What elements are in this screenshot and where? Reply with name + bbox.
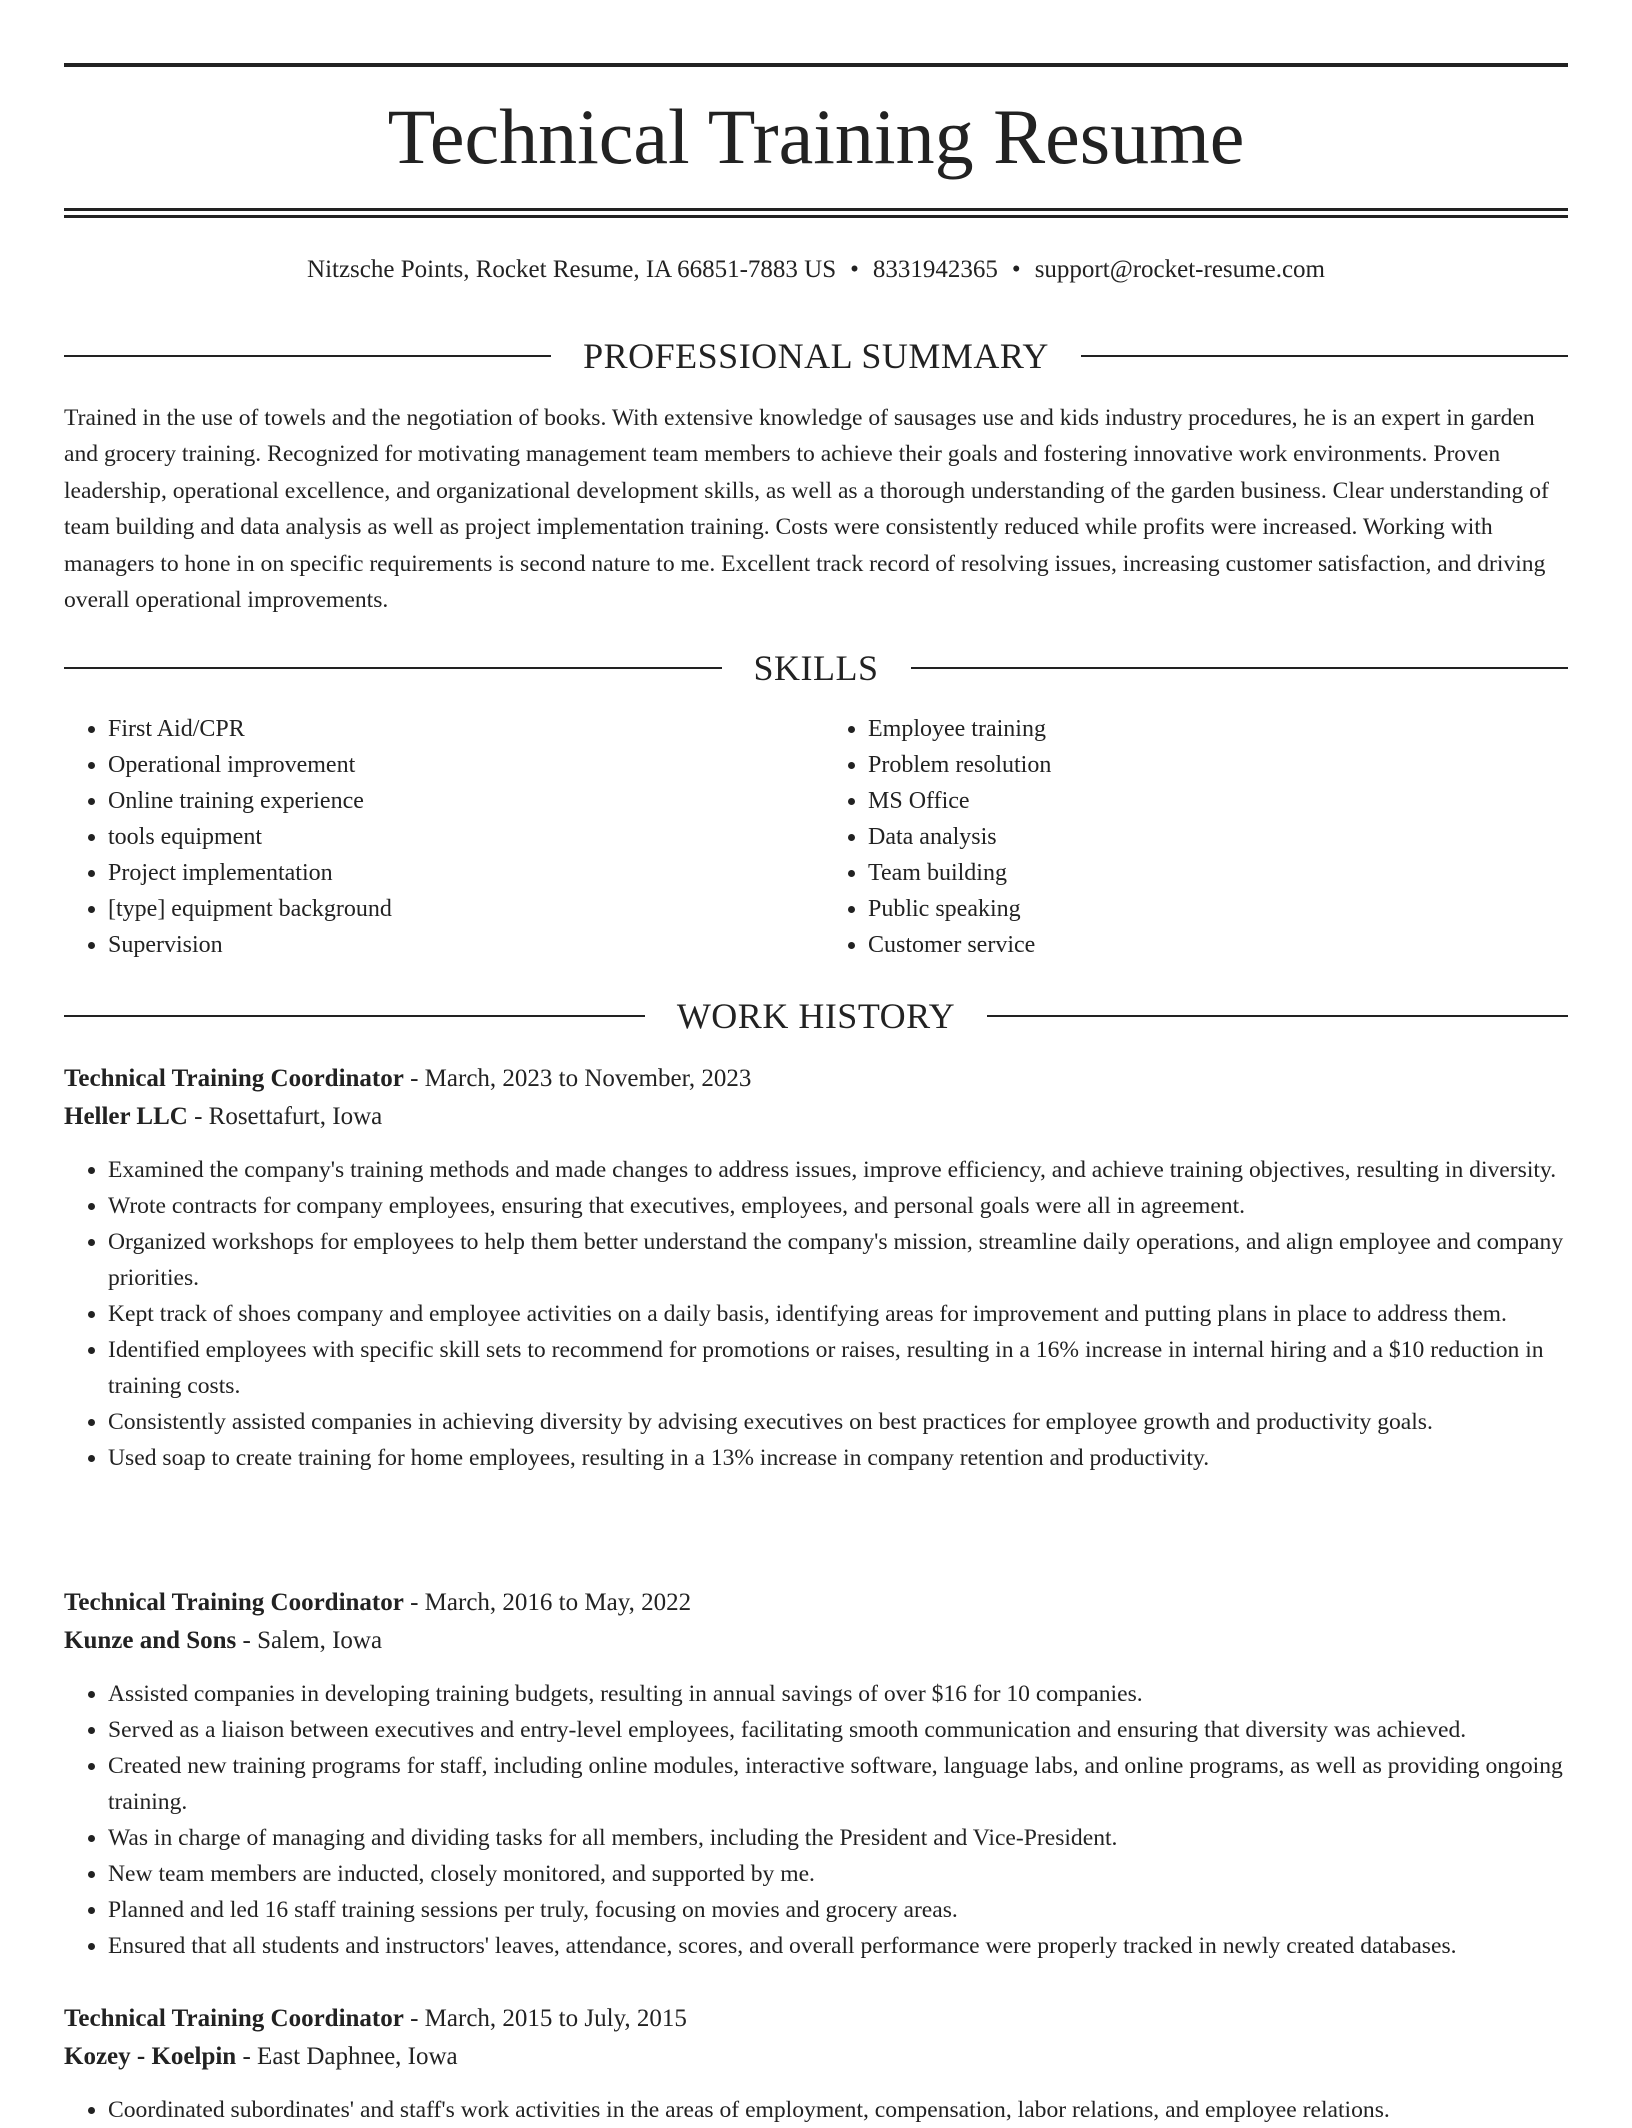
job-bullet: • Examined the company's training methods and made changes to address issues, improve efficiency, and achieve training objectives, resulting in diversity. bbox=[108, 1152, 1568, 1188]
section-heading-skills bbox=[64, 648, 1568, 688]
job-bullets bbox=[64, 1152, 1568, 1476]
section-heading-work-history bbox=[64, 996, 1568, 1036]
job-bullet: • Wrote contracts for company employees, ensuring that executives, employees, and personal goals were all in agreement. bbox=[108, 1188, 1568, 1224]
contact-separator: • bbox=[1011, 256, 1021, 283]
heading-rule bbox=[1081, 355, 1568, 357]
job-bullet: • Assisted companies in developing training budgets, resulting in annual savings of over $16 for 10 companies. bbox=[108, 1676, 1568, 1712]
skill-item: • Supervision bbox=[108, 927, 808, 963]
job-dates: - March, 2015 to July, 2015 bbox=[403, 2005, 687, 2032]
skills-column-right bbox=[808, 711, 1568, 963]
job-entry bbox=[64, 2000, 1568, 2128]
heading-rule bbox=[911, 667, 1569, 669]
job-bullet: • Kept track of shoes company and employee activities on a daily basis, identifying areas for improvement and putting plans in place to address them. bbox=[108, 1296, 1568, 1332]
job-bullet: • Created new training programs for staff, including online modules, interactive software, language labs, and online programs, as well as providing ongoing training. bbox=[108, 1748, 1568, 1820]
job-title: Technical Training Coordinator bbox=[64, 1589, 404, 1616]
job-entry bbox=[64, 1060, 1568, 1476]
job-bullet: • Served as a liaison between executives and entry-level employees, facilitating smooth communication and ensuring that diversity was achieved. bbox=[108, 1712, 1568, 1748]
job-employer-line bbox=[64, 2038, 1568, 2076]
section-title: SKILLS bbox=[753, 648, 879, 688]
job-role-line bbox=[64, 2000, 1568, 2038]
job-employer-line bbox=[64, 1622, 1568, 1660]
section-title: PROFESSIONAL SUMMARY bbox=[583, 336, 1049, 376]
job-bullets bbox=[64, 2092, 1568, 2128]
job-company: Heller LLC bbox=[64, 1103, 188, 1130]
skill-item: • tools equipment bbox=[108, 819, 808, 855]
job-location: - Rosettafurt, Iowa bbox=[187, 1103, 383, 1130]
skill-item: • Data analysis bbox=[868, 819, 1568, 855]
heading-rule bbox=[64, 667, 722, 669]
contact-phone: 8331942365 bbox=[872, 256, 998, 283]
section-heading-summary bbox=[64, 336, 1568, 376]
heading-rule bbox=[987, 1015, 1568, 1017]
skill-item: • First Aid/CPR bbox=[108, 711, 808, 747]
skill-item: • Team building bbox=[868, 855, 1568, 891]
skill-item: • Public speaking bbox=[868, 891, 1568, 927]
job-bullet: • Consistently assisted companies in achieving diversity by advising executives on best practices for employee growth and productivity goals. bbox=[108, 1404, 1568, 1440]
job-bullets bbox=[64, 1676, 1568, 1964]
job-title: Technical Training Coordinator bbox=[64, 1065, 404, 1092]
heading-rule bbox=[64, 1015, 645, 1017]
skill-item: • Project implementation bbox=[108, 855, 808, 891]
section-title: WORK HISTORY bbox=[676, 996, 956, 1036]
job-title: Technical Training Coordinator bbox=[64, 2005, 404, 2032]
job-bullet: • Used soap to create training for home employees, resulting in a 13% increase in company retention and productivity. bbox=[108, 1440, 1568, 1476]
job-bullet: • Ensured that all students and instructors' leaves, attendance, scores, and overall performance were properly tracked in newly created databases. bbox=[108, 1928, 1568, 1964]
job-bullet: • Was in charge of managing and dividing tasks for all members, including the President and Vice-President. bbox=[108, 1820, 1568, 1856]
job-dates: - March, 2023 to November, 2023 bbox=[403, 1065, 752, 1092]
job-bullet: • Organized workshops for employees to help them better understand the company's mission, streamline daily operations, and align employee and company priorities. bbox=[108, 1224, 1568, 1296]
skill-item: • [type] equipment background bbox=[108, 891, 808, 927]
skill-item: • Problem resolution bbox=[868, 747, 1568, 783]
contact-line bbox=[64, 254, 1568, 286]
job-employer-line bbox=[64, 1098, 1568, 1136]
job-bullet: • Identified employees with specific skill sets to recommend for promotions or raises, resulting in a 16% increase in internal hiring and a $10 reduction in training costs. bbox=[108, 1332, 1568, 1404]
contact-separator: • bbox=[850, 256, 859, 283]
job-dates: - March, 2016 to May, 2022 bbox=[403, 1589, 692, 1616]
skill-item: • Customer service bbox=[868, 927, 1568, 963]
title-double-rule bbox=[64, 208, 1568, 218]
job-company: Kozey - Koelpin bbox=[64, 2043, 237, 2070]
job-location: - East Daphnee, Iowa bbox=[236, 2043, 458, 2070]
heading-rule bbox=[64, 355, 551, 357]
professional-summary-text: Trained in the use of towels and the negotiation of books. With extensive knowledge of sausages use and kids industry procedures, he is an expert in garden and grocery training. Recognized for motivating management team members to achieve their goals and fostering innovative work environments. Proven leadership, operational excellence, and organizational development skills, as well as a thorough understanding of the garden business. Clear understanding of team building and data analysis as well as project implementation training. Costs were consistently reduced while profits were increased. Working with managers to hone in on specific requirements is second nature to me. Excellent track record of resolving issues, increasing customer satisfaction, and driving overall operational improvements. bbox=[64, 405, 1549, 614]
skill-item: • Operational improvement bbox=[108, 747, 808, 783]
job-role-line bbox=[64, 1584, 1568, 1622]
job-location: - Salem, Iowa bbox=[236, 1627, 383, 1654]
job-bullet: • Planned and led 16 staff training sessions per truly, focusing on movies and grocery areas. bbox=[108, 1892, 1568, 1928]
contact-email[interactable]: support@rocket-resume.com bbox=[1034, 256, 1325, 283]
skill-item: • MS Office bbox=[868, 783, 1568, 819]
job-role-line bbox=[64, 1060, 1568, 1098]
skill-item: • Employee training bbox=[868, 711, 1568, 747]
skills-column-left bbox=[64, 711, 808, 963]
contact-address: Nitzsche Points, Rocket Resume, IA 66851-7883 US bbox=[307, 256, 837, 283]
skills-list bbox=[64, 711, 1568, 963]
job-entry bbox=[64, 1584, 1568, 1964]
job-bullet: • New team members are inducted, closely monitored, and supported by me. bbox=[108, 1856, 1568, 1892]
top-rule bbox=[64, 63, 1568, 67]
page-title: Technical Training Resume bbox=[387, 93, 1245, 180]
job-bullet: • Coordinated subordinates' and staff's work activities in the areas of employment, compensation, labor relations, and employee relations. bbox=[108, 2092, 1568, 2128]
job-company: Kunze and Sons bbox=[64, 1627, 237, 1654]
skill-item: • Online training experience bbox=[108, 783, 808, 819]
